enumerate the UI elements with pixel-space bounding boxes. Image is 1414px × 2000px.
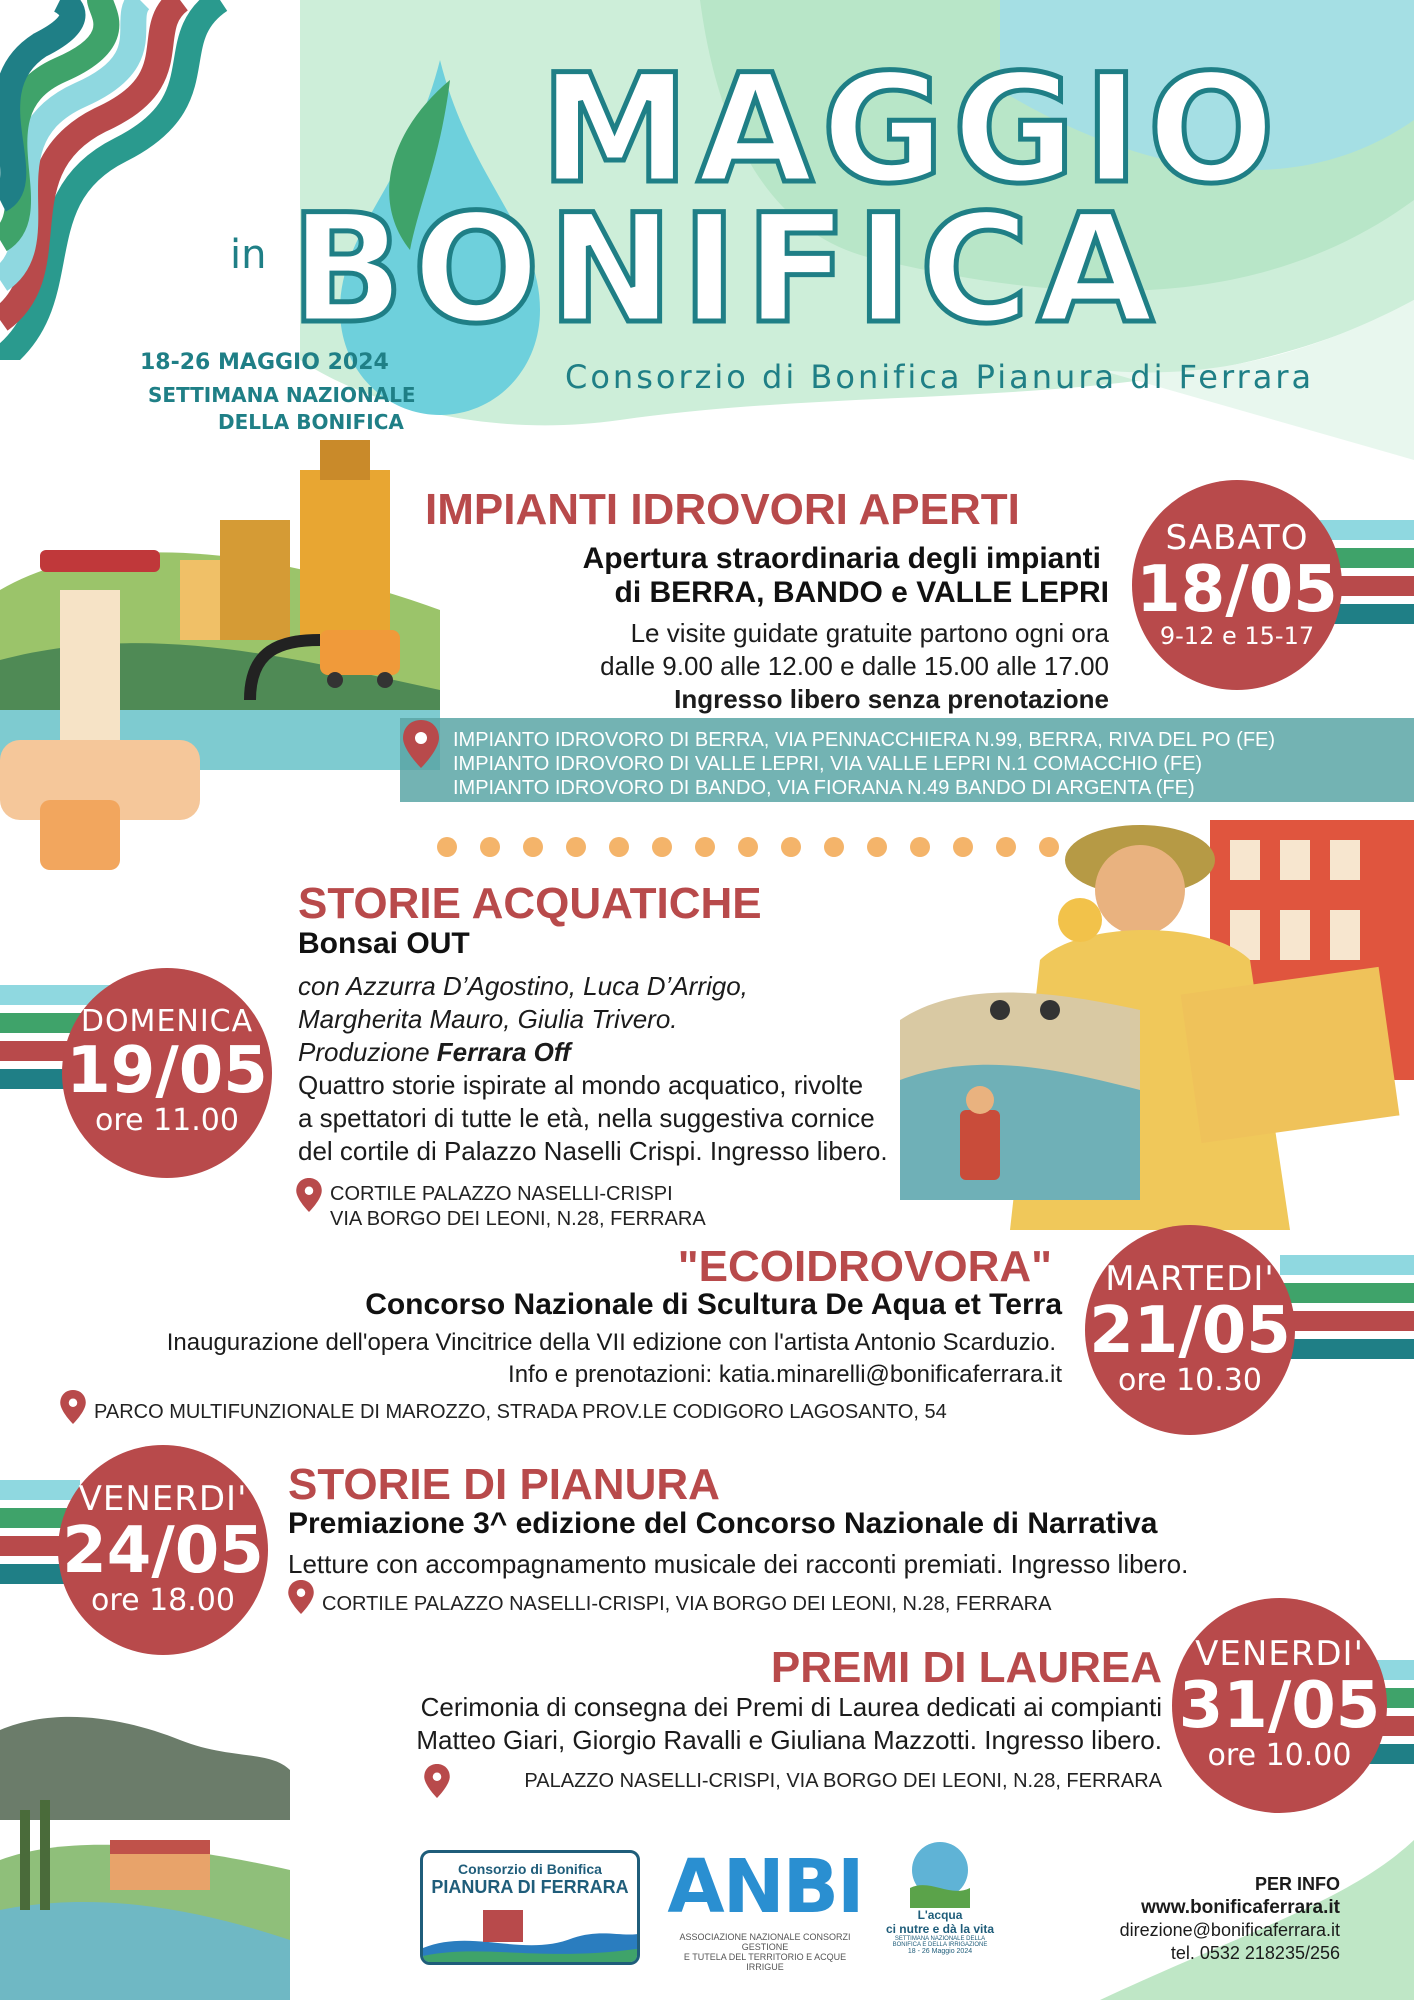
event1-location-line3: IMPIANTO IDROVORO DI BANDO, VIA FIORANA N.49 BANDO DI ARGENTA (FE): [453, 777, 1195, 799]
event5-date-badge: [1172, 1598, 1387, 1813]
email-link[interactable]: direzione@bonificaferrara.it: [1119, 1920, 1340, 1941]
event3-stripes: [1280, 1255, 1414, 1367]
event4-location: CORTILE PALAZZO NASELLI-CRISPI, VIA BORGO DEI LEONI, N.28, FERRARA: [322, 1593, 1052, 1615]
consorzio-logo: [420, 1850, 640, 1965]
event1-text-line2: dalle 9.00 alle 12.00 e dalle 15.00 alle 17.00: [600, 651, 1109, 681]
event2-text-line1: Quattro storie ispirate al mondo acquatico, rivolte: [298, 1070, 864, 1100]
event4-date-badge: [58, 1445, 268, 1655]
week-label-line2: DELLA BONIFICA: [218, 410, 404, 434]
consorzio-logo-line2: PIANURA DI FERRARA: [431, 1877, 629, 1897]
event5-location-pin-icon: [424, 1764, 450, 1798]
event2-location-pin-icon: [296, 1178, 322, 1212]
acqua-logo-line2: ci nutre e dà la vita: [885, 1922, 995, 1936]
event3-badge-day: MARTEDI': [1105, 1259, 1275, 1299]
event2-location-line2: VIA BORGO DEI LEONI, N.28, FERRARA: [330, 1208, 706, 1230]
event2-badge-date: 19/05: [66, 1034, 268, 1108]
event5-badge-time: ore 10.00: [1207, 1738, 1352, 1773]
event-dates: 18-26 MAGGIO 2024: [140, 350, 389, 375]
event2-production-name: Ferrara Off: [436, 1037, 571, 1067]
event3-text-line2: Info e prenotazioni: katia.minarelli@bonificaferrara.it: [508, 1361, 1062, 1388]
contact-info: [1120, 1873, 1340, 1964]
event2-date-badge: [62, 968, 272, 1178]
event1-badge-time: 9-12 e 15-17: [1159, 622, 1315, 650]
event1-date-badge: [1132, 480, 1342, 690]
event2-badge-day: DOMENICA: [80, 1004, 254, 1039]
event3-subtitle: Concorso Nazionale di Scultura De Aqua et Terra: [365, 1288, 1062, 1321]
event3-title: "ECOIDROVORA": [677, 1242, 1052, 1291]
event2-location-line1: CORTILE PALAZZO NASELLI-CRISPI: [330, 1183, 673, 1205]
event3-badge-date: 21/05: [1089, 1294, 1291, 1368]
event3-text-line1: Inaugurazione dell'opera Vincitrice della VII edizione con l'artista Antonio Scarduzio.: [166, 1329, 1056, 1356]
event1-location-pin-icon: [403, 720, 439, 768]
website-link[interactable]: www.bonificaferrara.it: [1141, 1896, 1340, 1918]
acqua-logo-line3: SETTIMANA NAZIONALE DELLA BONIFICA E DELLA IRRIGAZIONE: [892, 1936, 988, 1948]
consorzio-logo-graphic: [423, 1898, 640, 1965]
event4-subtitle: Premiazione 3^ edizione del Concorso Nazionale di Narrativa: [288, 1507, 1158, 1540]
phone-number: tel. 0532 218235/256: [1170, 1942, 1340, 1963]
acqua-logo-line1: L'acqua: [917, 1908, 963, 1922]
anbi-logo: [665, 1844, 865, 1972]
anbi-logo-name: ANBI: [667, 1844, 863, 1930]
anbi-logo-line1: ASSOCIAZIONE NAZIONALE CONSORZI GESTIONE: [679, 1932, 851, 1952]
event5-text-line2: Matteo Giari, Giorgio Ravalli e Giuliana Mazzotti. Ingresso libero.: [416, 1725, 1162, 1755]
event2-badge-time: ore 11.00: [95, 1103, 239, 1138]
event4-badge-time: ore 18.00: [91, 1583, 235, 1618]
event4-badge-date: 24/05: [62, 1514, 264, 1588]
event1-badge-date: 18/05: [1136, 553, 1338, 627]
event4-location-pin-icon: [288, 1580, 314, 1614]
title-in: in: [230, 232, 267, 278]
consorzio-logo-line1: Consorzio di Bonifica: [458, 1861, 602, 1877]
event1-title: IMPIANTI IDROVORI APERTI: [425, 485, 1020, 534]
event2-credits-line2: Margherita Mauro, Giulia Trivero.: [298, 1004, 678, 1034]
acqua-logo-line4: 18 - 26 Maggio 2024: [907, 1948, 973, 1955]
event1-text-line1: Le visite guidate gratuite partono ogni ora: [630, 618, 1109, 648]
event5-location: PALAZZO NASELLI-CRISPI, VIA BORGO DEI LEONI, N.28, FERRARA: [524, 1770, 1162, 1792]
event1-location-line2: IMPIANTO IDROVORO DI VALLE LEPRI, VIA VALLE LEPRI N.1 COMACCHIO (FE): [453, 753, 1203, 775]
event1-subtitle-line1: Apertura straordinaria degli impianti: [582, 542, 1101, 575]
event1-location-line1: IMPIANTO IDROVORO DI BERRA, VIA PENNACCHIERA N.99, BERRA, RIVA DEL PO (FE): [453, 729, 1276, 751]
week-label-line1: SETTIMANA NAZIONALE: [148, 383, 416, 407]
event2-production-label: Produzione: [298, 1037, 430, 1067]
event1-text-line3: Ingresso libero senza prenotazione: [674, 684, 1109, 714]
event4-title: STORIE DI PIANURA: [288, 1460, 720, 1509]
event2-production: [298, 1036, 571, 1069]
consortium-subtitle: Consorzio di Bonifica Pianura di Ferrara: [565, 358, 1315, 396]
cyclists-illustration: [900, 880, 1140, 1200]
event2-text-line3: del cortile di Palazzo Naselli Crispi. Ingresso libero.: [298, 1136, 888, 1166]
event5-title: PREMI DI LAUREA: [770, 1643, 1162, 1692]
acqua-week-logo: [880, 1838, 1000, 1988]
event1-subtitle-line2: di BERRA, BANDO e VALLE LEPRI: [614, 576, 1109, 609]
event3-date-badge: [1085, 1225, 1295, 1435]
event2-text-line2: a spettatori di tutte le età, nella suggestiva cornice: [298, 1103, 875, 1133]
event4-badge-day: VENERDI': [78, 1479, 248, 1519]
title-bonifica: BONIFICA: [290, 183, 1162, 357]
event3-badge-time: ore 10.30: [1118, 1363, 1262, 1398]
globe-icon: [900, 1838, 980, 1908]
anbi-logo-line2: E TUTELA DEL TERRITORIO E ACQUE IRRIGUE: [683, 1952, 847, 1972]
landscape-illustration: [0, 1710, 290, 2000]
pumping-station-illustration: [0, 440, 440, 900]
info-label: PER INFO: [1254, 1874, 1340, 1894]
event2-credits-line1: con Azzurra D’Agostino, Luca D’Arrigo,: [298, 971, 748, 1001]
event1-badge-day: SABATO: [1165, 518, 1309, 558]
event2-subtitle: Bonsai OUT: [298, 927, 470, 960]
wave-stripes-decoration: [0, 0, 320, 360]
event5-badge-day: VENERDI': [1195, 1634, 1364, 1674]
event3-location: PARCO MULTIFUNZIONALE DI MAROZZO, STRADA PROV.LE CODIGORO LAGOSANTO, 54: [94, 1401, 947, 1423]
event3-location-pin-icon: [60, 1390, 86, 1424]
event2-title: STORIE ACQUATICHE: [298, 879, 762, 928]
event5-badge-date: 31/05: [1178, 1669, 1381, 1743]
event5-text-line1: Cerimonia di consegna dei Premi di Laurea dedicati ai compianti: [420, 1692, 1162, 1722]
title-maggio: MAGGIO: [540, 43, 1283, 217]
event4-text-line1: Letture con accompagnamento musicale dei racconti premiati. Ingresso libero.: [288, 1549, 1189, 1579]
